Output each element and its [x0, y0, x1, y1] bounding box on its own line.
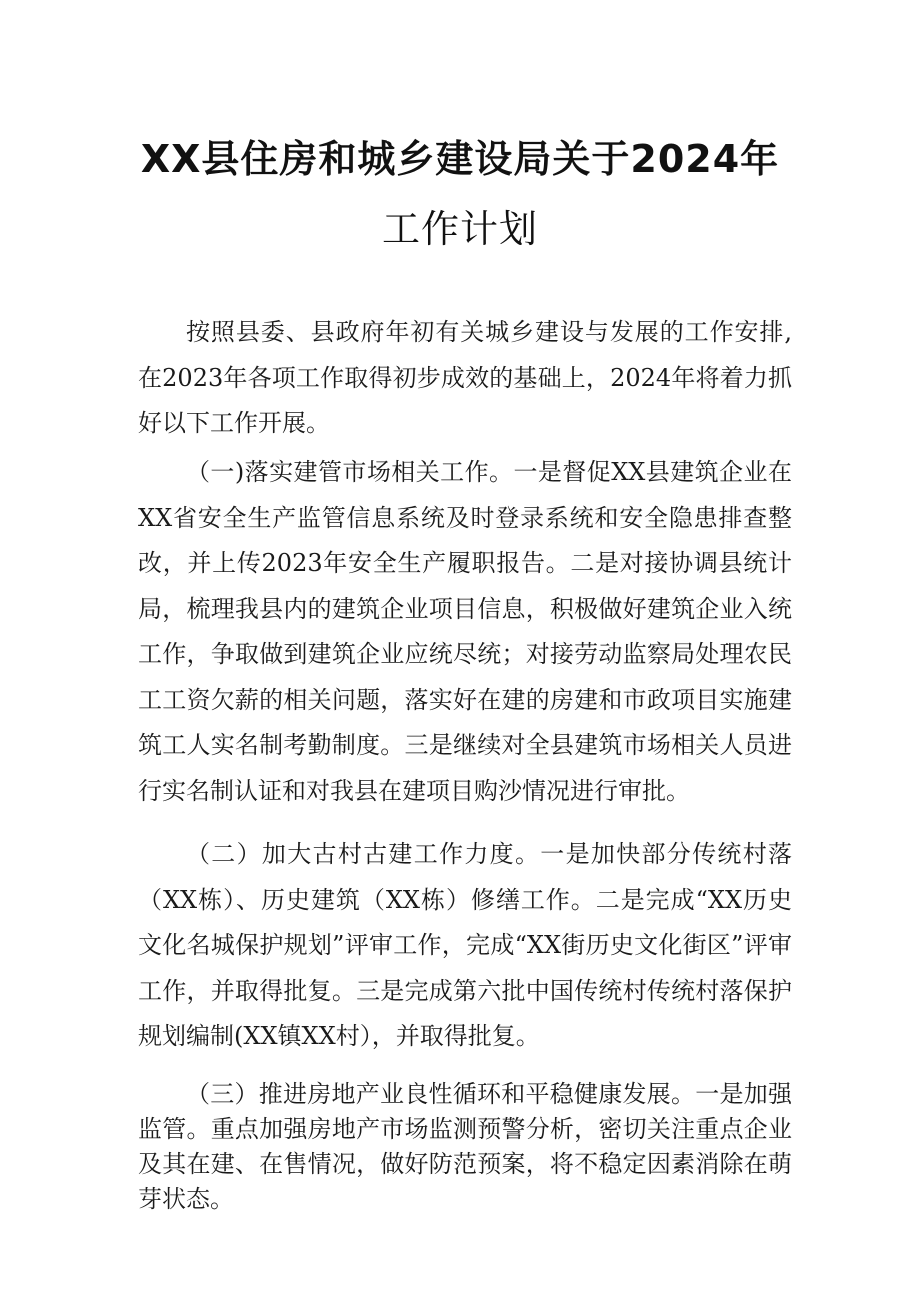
paragraph-intro: 按照县委、县政府年初有关城乡建设与发展的工作安排,在2023年各项工作取得初步成效的基础上，2024年将着力抓好以下工作开展。 — [138, 318, 792, 437]
paragraph-section-2: （二）加大古村古建工作力度。一是加快部分传统村落（XX栋）、历史建筑（XX栋）修缮工作。二是完成“XX历史文化名城保护规划”评审工作，完成“XX街历史文化街区”评审工作，并取得批复。三是完成第六批中国传统村传统村落保护规划编制(XX镇XX村），并取得批复。 — [138, 840, 792, 1050]
document-title-line1: XX县住房和城乡建设局关于2024年 — [140, 137, 780, 181]
paragraph-section-3: （三）推进房地产业良性循环和平稳健康发展。一是加强监管。重点加强房地产市场监测预警分析，密切关注重点企业及其在建、在售情况，做好防范预案，将不稳定因素消除在萌芽状态。 — [138, 1080, 792, 1213]
paragraph-section-1: （一)落实建管市场相关工作。一是督促XX县建筑企业在XX省安全生产监管信息系统及时登录系统和安全隐患排查整改，并上传2023年安全生产履职报告。二是对接协调县统计局，梳理我县内的建筑企业项目信息，积极做好建筑企业入统工作，争取做到建筑企业应统尽统；对接劳动监察局处理农民工工资欠薪的相关问题，落实好在建的房建和市政项目实施建筑工人实名制考勤制度。三是继续对全县建筑市场相关人员进行实名制认证和对我县在建项目购沙情况进行审批。 — [138, 458, 792, 805]
document-title-line2: 工作计划 — [381, 207, 538, 251]
